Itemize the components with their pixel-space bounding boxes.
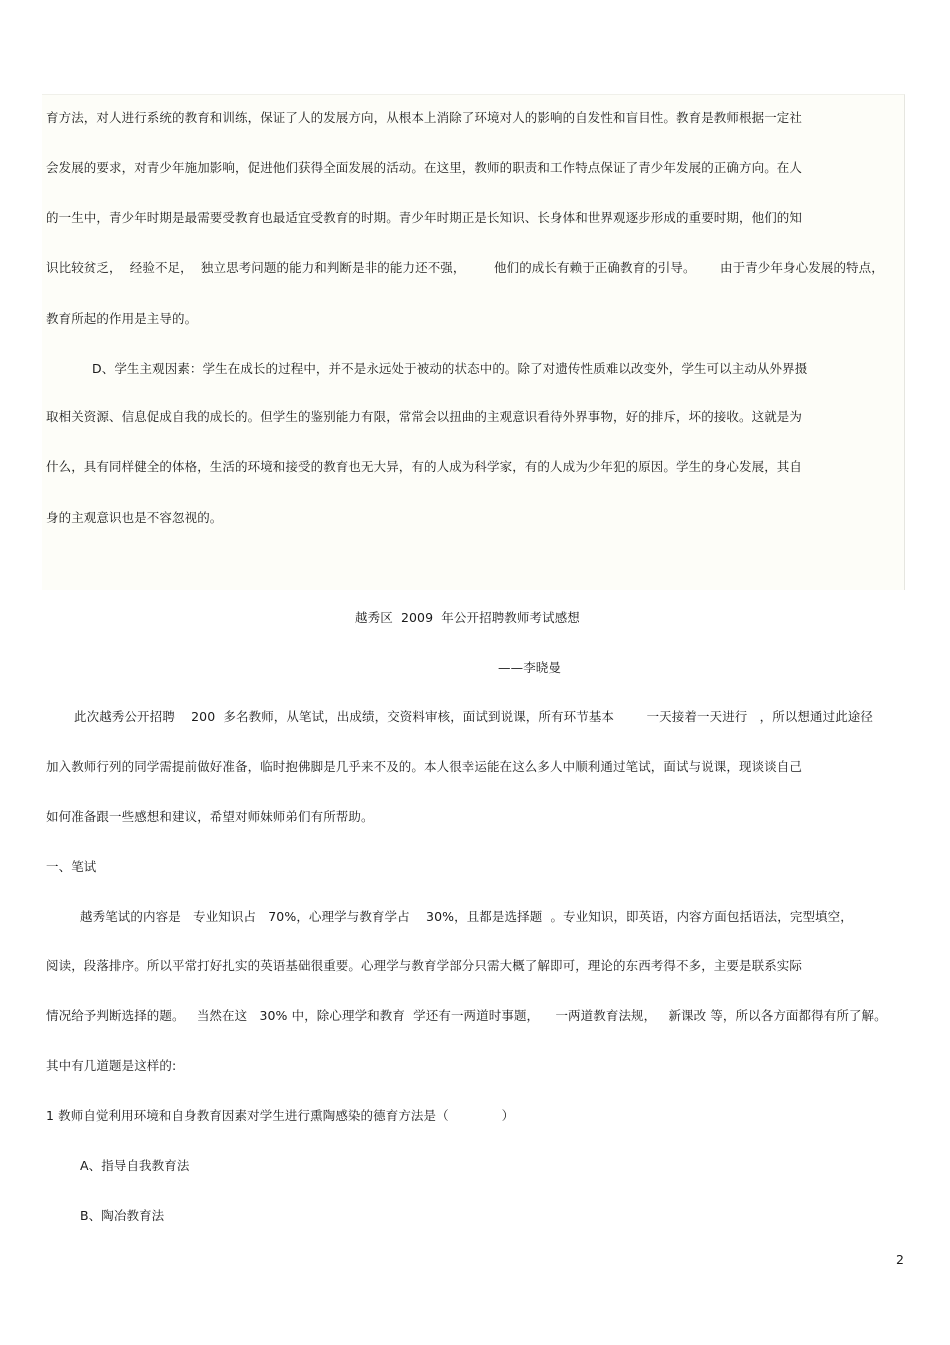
box-line-5: 教育所起的作用是主导的。: [46, 311, 198, 326]
paragraph-line-7: 其中有几道题是这样的:: [46, 1058, 177, 1073]
paragraph-line-6: 情况给予判断选择的题。 当然在这 30% 中，除心理学和教育 学还有一两道时事题， 一两道教育法规， 新课改 等，所以各方面都得有所了解。: [46, 1008, 887, 1023]
box-line-8: 什么，具有同样健全的体格，生活的环境和接受的教育也无大异，有的人成为科学家，有的人成为少年犯的原因。学生的身心发展，其自: [46, 459, 803, 474]
section-heading-written-exam: 一、笔试: [46, 859, 97, 874]
box-line-3: 的一生中，青少年时期是最需要受教育也最适宜受教育的时期。青少年时期正是长知识、长身体和世界观逐步形成的重要时期，他们的知: [46, 210, 803, 225]
box-line-4: 识比较贫乏， 经验不足， 独立思考问题的能力和判断是非的能力还不强， 他们的成长有赖于正确教育的引导。 由于青少年身心发展的特点，: [46, 260, 884, 275]
paragraph-line-1: 此次越秀公开招聘 200 多名教师，从笔试，出成绩，交资料审核，面试到说课，所有环节基本 一天接着一天进行 ，所以想通过此途径: [74, 709, 874, 724]
option-a: A、指导自我教育法: [80, 1158, 190, 1173]
article-title: 越秀区 2009 年公开招聘教师考试感想: [355, 610, 580, 625]
question-1: 1 教师自觉利用环境和自身教育因素对学生进行熏陶感染的德育方法是（ ）: [46, 1108, 515, 1123]
paragraph-line-4: 越秀笔试的内容是 专业知识占 70%，心理学与教育学占 30%，且都是选择题 。专业知识，即英语，内容方面包括语法，完型填空，: [80, 909, 853, 924]
box-line-2: 会发展的要求，对青少年施加影响，促进他们获得全面发展的活动。在这里，教师的职责和工作特点保证了青少年发展的正确方向。在人: [46, 160, 803, 175]
paragraph-line-2: 加入教师行列的同学需提前做好准备，临时抱佛脚是几乎来不及的。本人很幸运能在这么多人中顺利通过笔试，面试与说课，现谈谈自己: [46, 759, 803, 774]
box-line-1: 育方法，对人进行系统的教育和训练，保证了人的发展方向，从根本上消除了环境对人的影响的自发性和盲目性。教育是教师根据一定社: [46, 110, 803, 125]
page-number: 2: [896, 1252, 904, 1267]
article-author: ——李晓曼: [498, 660, 562, 675]
box-line-7: 取相关资源、信息促成自我的成长的。但学生的鉴别能力有限，常常会以扭曲的主观意识看待外界事物，好的排斥，坏的接收。这就是为: [46, 409, 803, 424]
box-line-6: D、学生主观因素：学生在成长的过程中，并不是永远处于被动的状态中的。除了对遗传性质难以改变外，学生可以主动从外界摄: [92, 361, 808, 376]
paragraph-line-5: 阅读，段落排序。所以平常打好扎实的英语基础很重要。心理学与教育学部分只需大概了解即可，理论的东西考得不多，主要是联系实际: [46, 958, 803, 973]
option-b: B、陶冶教育法: [80, 1208, 165, 1223]
box-line-9: 身的主观意识也是不容忽视的。: [46, 510, 223, 525]
paragraph-line-3: 如何准备跟一些感想和建议，希望对师妹师弟们有所帮助。: [46, 809, 374, 824]
